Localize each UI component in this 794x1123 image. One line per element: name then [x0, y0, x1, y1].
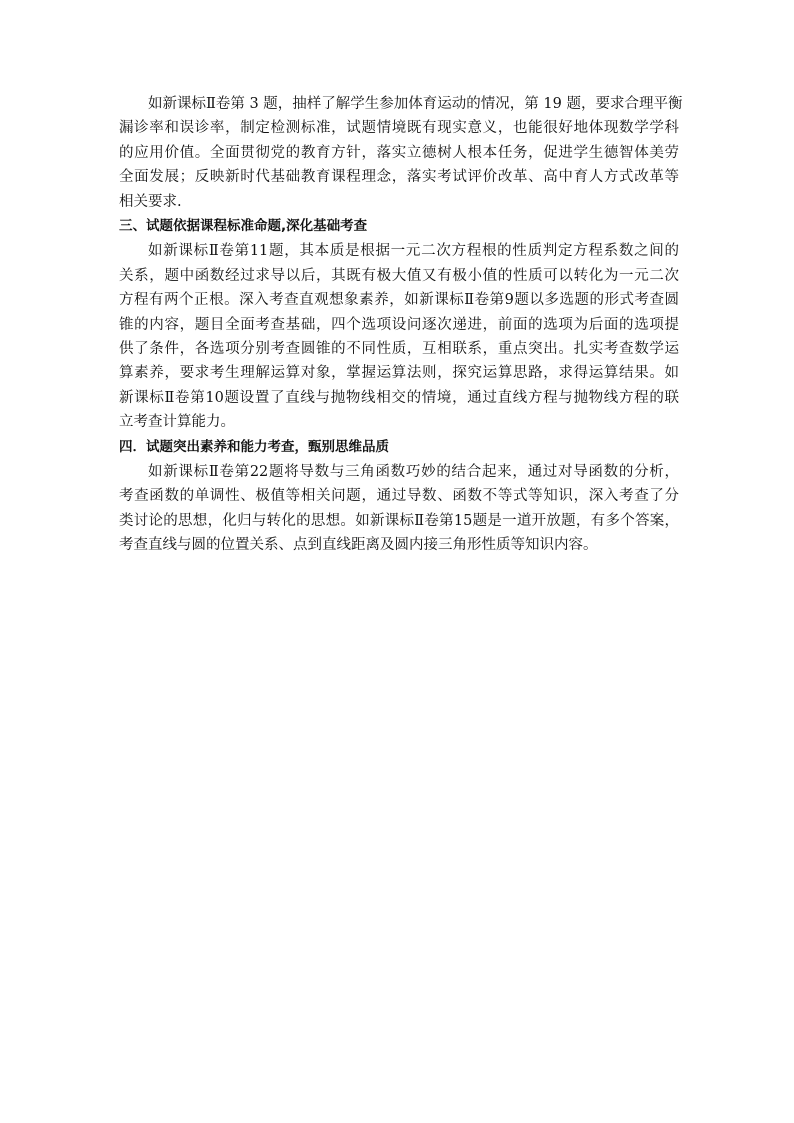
paragraph-line: 算素养，要求考生理解运算对象，掌握运算法则，探究运算思路，求得运算结果。如	[119, 365, 679, 382]
paragraph-line: 类讨论的思想，化归与转化的思想。如新课标Ⅱ卷第15题是一道开放题，有多个答案，	[119, 512, 679, 529]
paragraph-line: 立考查计算能力。	[119, 414, 235, 431]
section-heading-3: 三、试题依据课程标准命题,深化基础考查	[119, 217, 368, 234]
paragraph-line: 如新课标Ⅱ卷第 3 题，抽样了解学生参加体育运动的情况，第 19 题，要求合理平衡	[148, 96, 683, 112]
paragraph-line: 如新课标Ⅱ卷第22题将导数与三角函数巧妙的结合起来，通过对导函数的分析，	[148, 464, 679, 481]
paragraph-line: 相关要求.	[119, 193, 182, 210]
paragraph-line: 全面发展；反映新时代基础教育课程理念，落实考试评价改革、高中育人方式改革等	[119, 169, 679, 186]
paragraph-line: 考查直线与圆的位置关系、点到直线距离及圆内接三角形性质等知识内容。	[119, 537, 598, 554]
paragraph-line: 考查函数的单调性、极值等相关问题，通过导数、函数不等式等知识，深入考查了分	[119, 488, 679, 505]
paragraph-3	[119, 460, 679, 558]
document-page	[119, 92, 683, 558]
paragraph-line: 方程有两个正根。深入考查直观想象素养，如新课标Ⅱ卷第9题以多选题的形式考查圆	[119, 292, 679, 309]
paragraph-line: 的应用价值。全面贯彻党的教育方针，落实立德树人根本任务，促进学生德智体美劳	[119, 144, 679, 161]
section-heading-4: 四．试题突出素养和能力考查，甄别思维品质	[119, 438, 389, 455]
paragraph-line: 锥的内容，题目全面考查基础，四个选项设问逐次递进，前面的选项为后面的选项提	[119, 316, 679, 333]
paragraph-line: 如新课标Ⅱ卷第11题，其本质是根据一元二次方程根的性质判定方程系数之间的	[148, 243, 679, 260]
paragraph-1	[119, 92, 683, 214]
paragraph-line: 供了条件，各选项分别考查圆锥的不同性质，互相联系，重点突出。扎实考查数学运	[119, 341, 679, 358]
paragraph-2	[119, 239, 679, 434]
paragraph-line: 关系，题中函数经过求导以后，其既有极大值又有极小值的性质可以转化为一元二次	[119, 267, 679, 284]
paragraph-line: 新课标Ⅱ卷第10题设置了直线与抛物线相交的情境，通过直线方程与抛物线方程的联	[119, 389, 679, 406]
paragraph-line: 漏诊率和误诊率，制定检测标准，试题情境既有现实意义，也能很好地体现数学学科	[119, 120, 679, 137]
